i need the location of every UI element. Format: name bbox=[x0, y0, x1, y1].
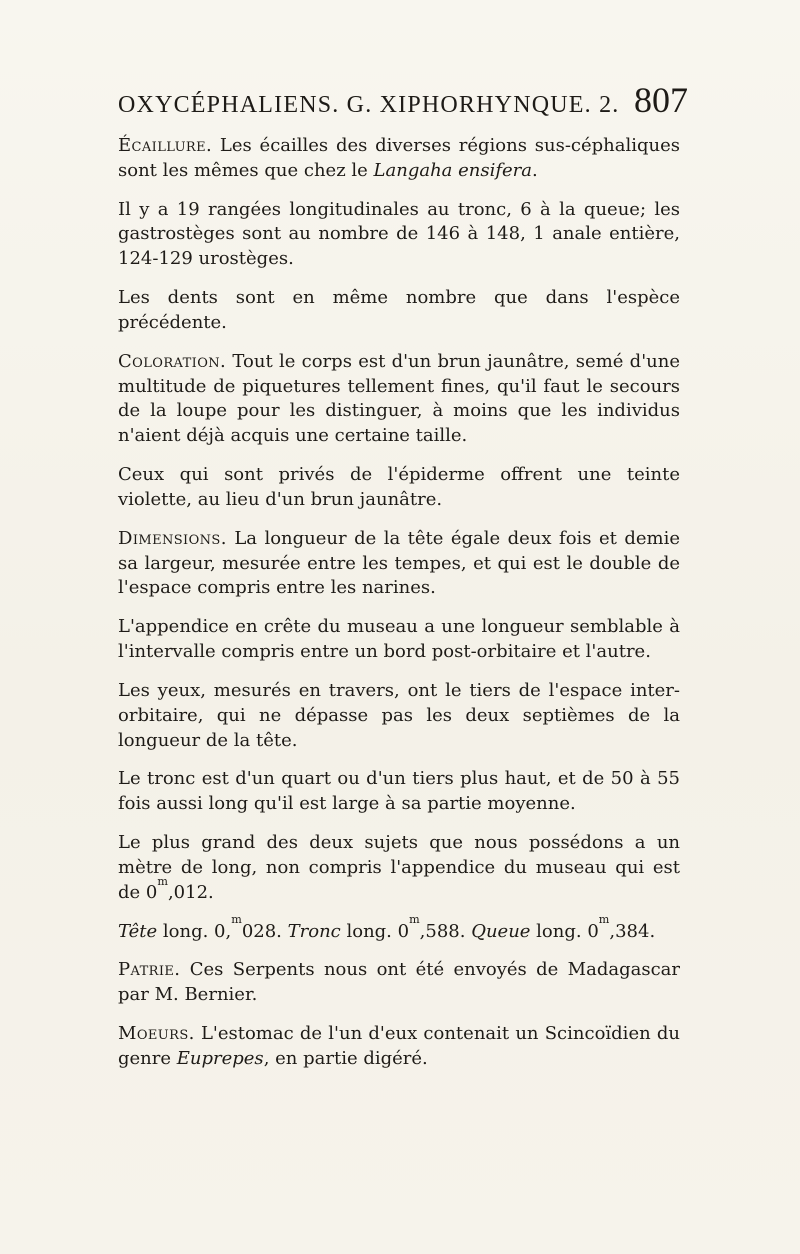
unit-superscript: m bbox=[409, 913, 420, 927]
paragraph-text: Tout le corps est d'un brun jaunâtre, semé d'une multitude de piquetures tellement fines, qu'il faut le secours de la loupe pour les distinguer, à moins que les individus n'aient déjà acquis une certaine taille. bbox=[118, 350, 680, 447]
section-lead-patrie: Patrie. bbox=[118, 959, 181, 981]
measure-text: ,588. bbox=[419, 920, 472, 942]
paragraph-sujets bbox=[118, 831, 680, 905]
section-lead-dimensions: Dimensions. bbox=[118, 527, 227, 549]
page-number: 807 bbox=[634, 80, 688, 120]
paragraph-text: Le plus grand des deux sujets que nous possédons a un mètre de long, non compris l'appendice du museau qui est de 0 bbox=[118, 832, 680, 903]
running-head bbox=[118, 82, 688, 126]
species-name: Langaha ensifera bbox=[373, 159, 533, 181]
section-lead-coloration: Coloration. bbox=[118, 350, 227, 372]
measure-label-tronc: Tronc bbox=[287, 920, 341, 942]
section-lead-moeurs: Moeurs. bbox=[118, 1023, 195, 1045]
paragraph-text: , en partie digéré. bbox=[263, 1047, 428, 1069]
paragraph-dimensions bbox=[118, 527, 680, 601]
measure-text: long. 0 bbox=[530, 920, 599, 942]
measure-text: ,384. bbox=[609, 920, 656, 942]
paragraph-coloration bbox=[118, 350, 680, 449]
paragraph-teeth: Les dents sont en même nombre que dans l'espèce précédente. bbox=[118, 287, 680, 333]
paragraph-text: Ces Serpents nous ont été envoyés de Madagascar par M. Bernier. bbox=[118, 959, 680, 1006]
paragraph-moeurs bbox=[118, 1022, 680, 1072]
paragraph-text: L'estomac de l'un d'eux contenait un Scincoïdien du genre bbox=[118, 1023, 680, 1069]
measure-label-tete: Tête bbox=[118, 920, 158, 942]
paragraph-text: Les écailles des diverses régions sus-céphaliques sont les mêmes que chez le bbox=[118, 135, 680, 181]
measure-text: long. 0, bbox=[157, 920, 232, 942]
genus-name: Euprepes bbox=[176, 1047, 264, 1069]
paragraph-violet: Ceux qui sont privés de l'épiderme offrent une teinte violette, au lieu d'un brun jaunâtre. bbox=[118, 464, 680, 510]
paragraph-ecaillure bbox=[118, 134, 680, 184]
paragraph-rows: Il y a 19 rangées longitudinales au tronc, 6 à la queue; les gastrostèges sont au nombre de 146 à 148, 1 anale entière, 124-129 urostèges. bbox=[118, 198, 680, 270]
unit-superscript: m bbox=[157, 874, 168, 888]
paragraph-patrie bbox=[118, 958, 680, 1008]
main-text bbox=[118, 134, 680, 1072]
paragraph-text: ,012. bbox=[167, 881, 214, 903]
measure-label-queue: Queue bbox=[471, 920, 531, 942]
measure-text: 028. bbox=[241, 920, 288, 942]
paragraph-text: La longueur de la tête égale deux fois et demie sa largeur, mesurée entre les tempes, et qui est le double de l'espace compris entre les narines. bbox=[118, 527, 680, 599]
unit-superscript: m bbox=[231, 913, 242, 927]
paragraph-yeux: Les yeux, mesurés en travers, ont le tiers de l'espace inter-orbitaire, qui ne dépasse pas les deux septièmes de la longueur de la tête. bbox=[118, 679, 680, 751]
section-lead-ecaillure: Écaillure. bbox=[118, 135, 213, 156]
paragraph-appendice: L'appendice en crête du museau a une longueur semblable à l'intervalle compris entre un bord post-orbitaire et l'autre. bbox=[118, 616, 680, 663]
measure-text: long. 0 bbox=[340, 920, 410, 942]
paragraph-text: . bbox=[532, 159, 538, 181]
page-header-title: OXYCÉPHALIENS. G. XIPHORHYNQUE. 2. bbox=[118, 92, 620, 118]
paragraph-measurements bbox=[118, 913, 680, 945]
paragraph-tronc: Le tronc est d'un quart ou d'un tiers plus haut, et de 50 à 55 fois aussi long qu'il est large à sa partie moyenne. bbox=[118, 768, 680, 815]
unit-superscript: m bbox=[598, 913, 610, 927]
